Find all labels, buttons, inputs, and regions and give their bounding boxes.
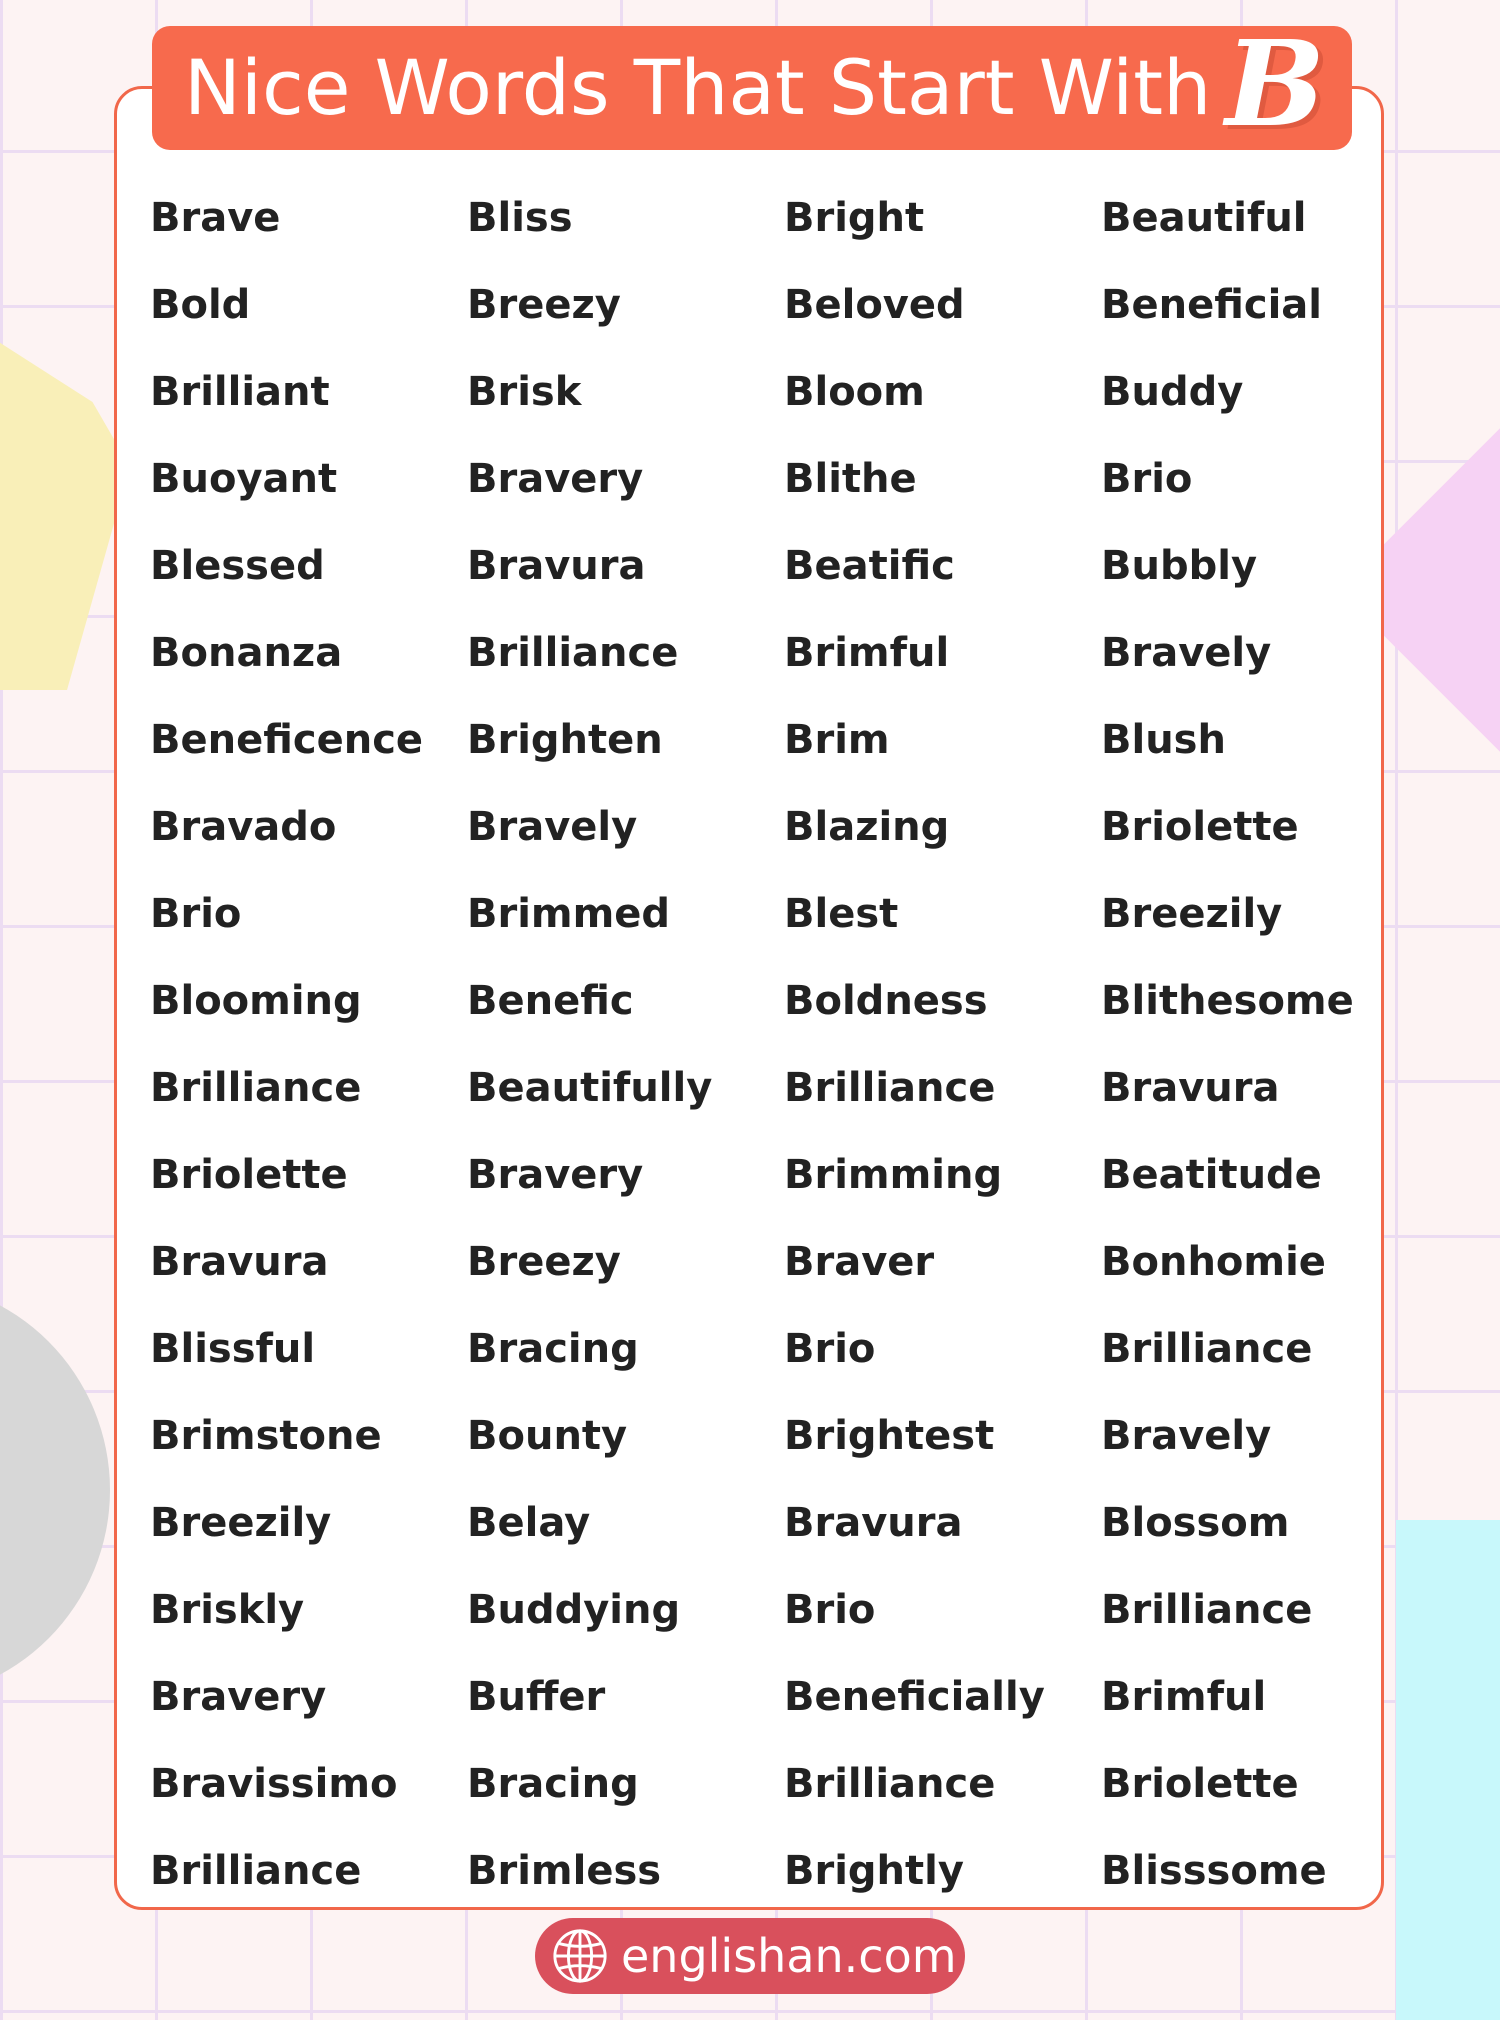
title-letter: B	[1225, 14, 1326, 153]
word-item: Buffer	[467, 1674, 606, 1720]
website-url[interactable]: englishan.com	[621, 1929, 957, 1983]
word-item: Brim	[784, 717, 890, 763]
word-item: Beautifully	[467, 1065, 713, 1111]
word-item: Brimmed	[467, 891, 671, 937]
word-item: Bravely	[1101, 1413, 1272, 1459]
word-item: Brightly	[784, 1848, 964, 1894]
word-item: Briolette	[150, 1152, 348, 1198]
word-item: Breezily	[1101, 891, 1283, 937]
word-item: Bright	[784, 195, 925, 241]
word-item: Beatific	[784, 543, 955, 589]
word-item: Brio	[150, 891, 242, 937]
word-item: Braver	[784, 1239, 935, 1285]
word-item: Brave	[150, 195, 281, 241]
word-item: Bravissimo	[150, 1761, 398, 1807]
decor-gray-circle	[0, 1280, 110, 1700]
word-item: Bravura	[784, 1500, 963, 1546]
word-item: Bravely	[1101, 630, 1272, 676]
word-item: Brimful	[784, 630, 950, 676]
title-banner	[152, 14, 1352, 153]
word-item: Buddy	[1101, 369, 1244, 415]
word-item: Bonhomie	[1101, 1239, 1326, 1285]
word-item: Bravura	[150, 1239, 329, 1285]
word-item: Bravura	[467, 543, 646, 589]
word-item: Bubbly	[1101, 543, 1258, 589]
word-item: Bravely	[467, 804, 638, 850]
word-item: Belay	[467, 1500, 591, 1546]
word-item: Bloom	[784, 369, 925, 415]
word-item: Bravado	[150, 804, 337, 850]
word-item: Brilliant	[150, 369, 330, 415]
word-item: Bold	[150, 282, 251, 328]
word-item: Bravery	[150, 1674, 327, 1720]
word-item: Benefic	[467, 978, 634, 1024]
word-item: Bracing	[467, 1326, 639, 1372]
word-item: Brilliance	[467, 630, 679, 676]
word-item: Blush	[1101, 717, 1226, 763]
word-item: Buddying	[467, 1587, 681, 1633]
word-item: Briolette	[1101, 804, 1299, 850]
word-item: Breezy	[467, 1239, 621, 1285]
word-item: Brio	[784, 1326, 876, 1372]
word-item: Brimless	[467, 1848, 662, 1894]
word-item: Brio	[784, 1587, 876, 1633]
word-item: Beloved	[784, 282, 965, 328]
word-item: Brio	[1101, 456, 1193, 502]
word-item: Beneficence	[150, 717, 424, 763]
word-item: Buoyant	[150, 456, 338, 502]
word-item: Blest	[784, 891, 899, 937]
word-item: Blossom	[1101, 1500, 1290, 1546]
word-item: Bravery	[467, 456, 644, 502]
word-item: Blessed	[150, 543, 325, 589]
word-item: Breezy	[467, 282, 621, 328]
word-item: Breezily	[150, 1500, 332, 1546]
word-item: Beatitude	[1101, 1152, 1322, 1198]
decor-yellow-shape	[0, 330, 130, 690]
word-item: Brisk	[467, 369, 582, 415]
word-item: Blazing	[784, 804, 950, 850]
decor-cyan-block	[1396, 1520, 1500, 2020]
word-item: Blissful	[150, 1326, 316, 1372]
word-item: Beautiful	[1101, 195, 1307, 241]
word-item: Briskly	[150, 1587, 305, 1633]
word-item: Brilliance	[1101, 1587, 1313, 1633]
word-item: Bracing	[467, 1761, 639, 1807]
word-item: Bliss	[467, 195, 573, 241]
word-item: Blooming	[150, 978, 362, 1024]
word-item: Briolette	[1101, 1761, 1299, 1807]
word-item: Bravery	[467, 1152, 644, 1198]
word-item: Boldness	[784, 978, 988, 1024]
word-item: Brilliance	[1101, 1326, 1313, 1372]
word-item: Bounty	[467, 1413, 628, 1459]
word-item: Beneficially	[784, 1674, 1045, 1720]
website-badge[interactable]	[535, 1918, 965, 1994]
word-item: Brighten	[467, 717, 663, 763]
word-item: Brimstone	[150, 1413, 382, 1459]
page-title: Nice Words That Start With	[184, 43, 1212, 132]
word-item: Bonanza	[150, 630, 343, 676]
word-item: Bravura	[1101, 1065, 1280, 1111]
word-grid	[150, 185, 1354, 1925]
globe-icon	[551, 1927, 609, 1985]
word-item: Brightest	[784, 1413, 995, 1459]
word-item: Brilliance	[784, 1761, 996, 1807]
word-item: Brilliance	[150, 1065, 362, 1111]
word-item: Blithesome	[1101, 978, 1354, 1024]
word-item: Brilliance	[150, 1848, 362, 1894]
word-item: Beneficial	[1101, 282, 1322, 328]
word-item: Brilliance	[784, 1065, 996, 1111]
word-item: Brimful	[1101, 1674, 1267, 1720]
word-item: Blisssome	[1101, 1848, 1327, 1894]
word-item: Brimming	[784, 1152, 1003, 1198]
word-item: Blithe	[784, 456, 917, 502]
